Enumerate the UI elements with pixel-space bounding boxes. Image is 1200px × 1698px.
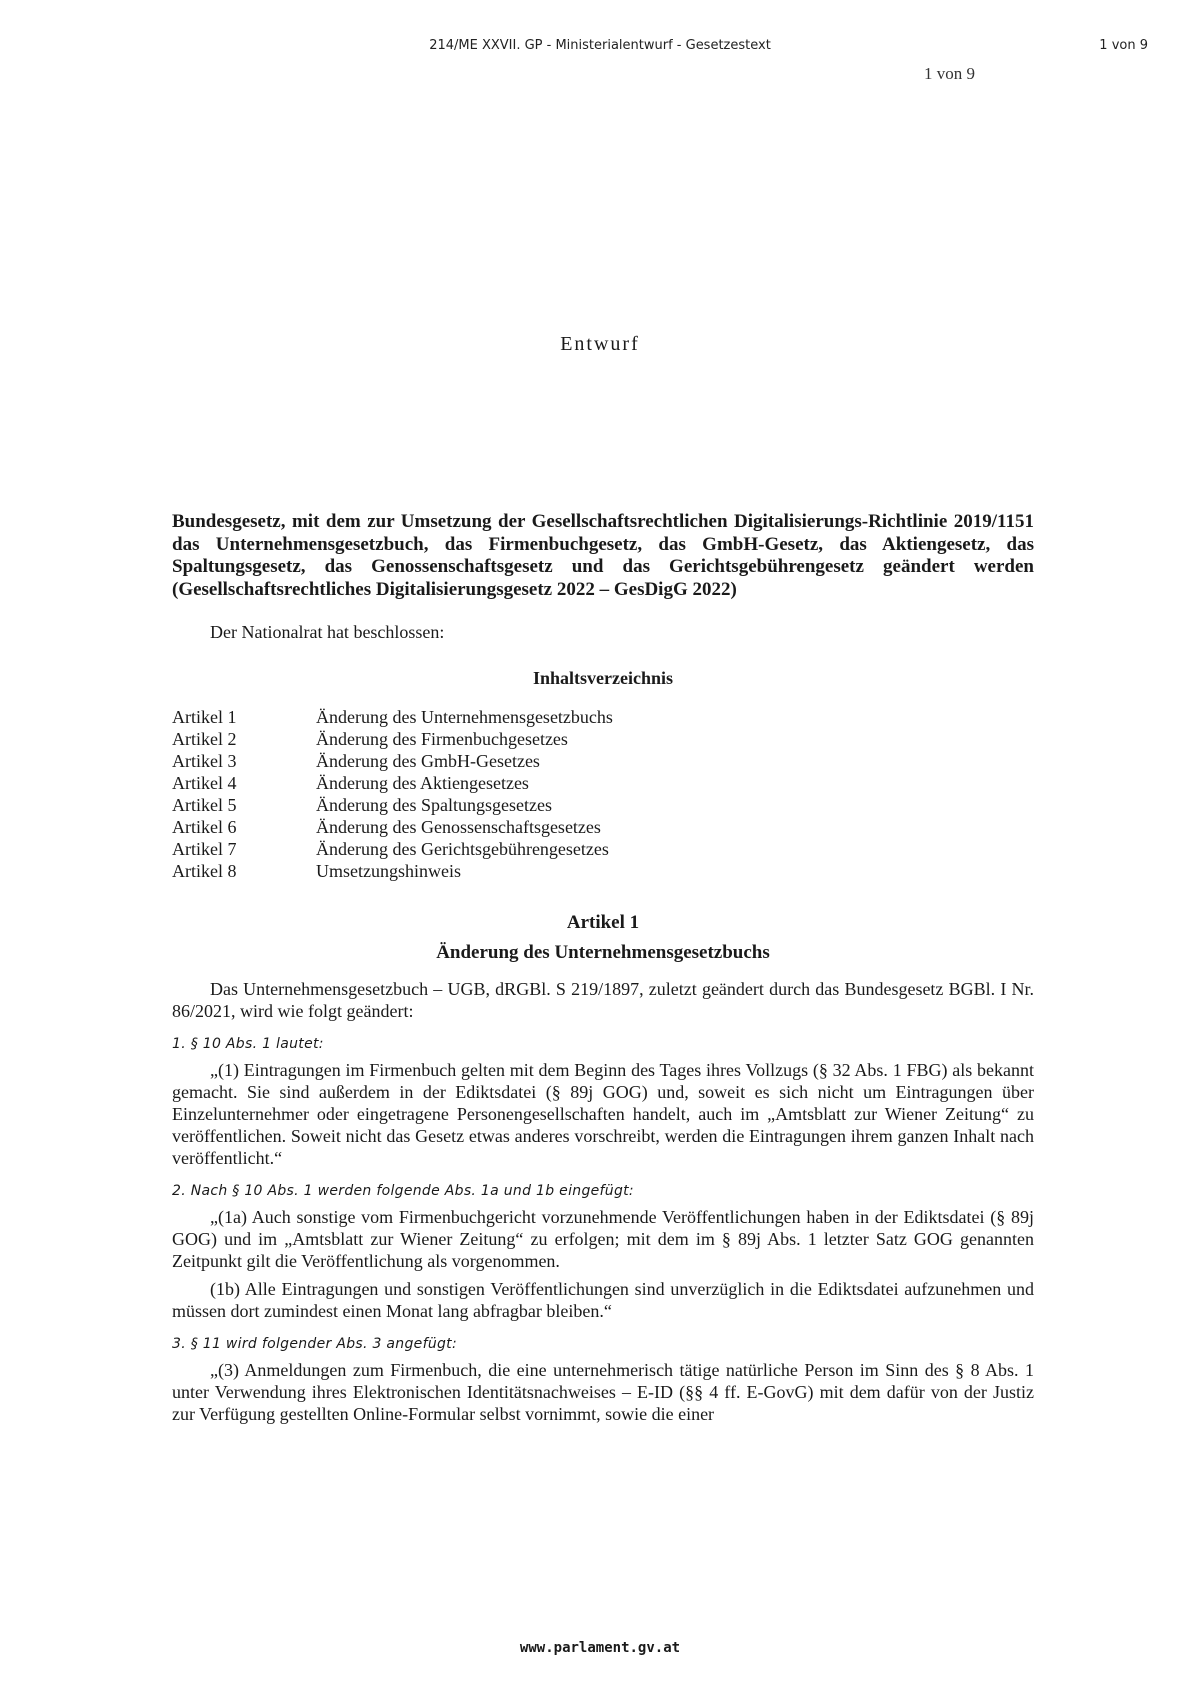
draft-label: Entwurf [560, 333, 640, 355]
amendment-instruction: 3. § 11 wird folgender Abs. 3 angefügt: [172, 1336, 457, 1352]
toc-item [172, 728, 1034, 750]
amendment-instruction: 2. Nach § 10 Abs. 1 werden folgende Abs. 1a und 1b eingefügt: [172, 1183, 634, 1199]
toc-article-title: Änderung des Gerichtsgebührengesetzes [316, 839, 609, 859]
toc-article-number: Artikel 7 [172, 839, 237, 859]
table-of-contents [172, 706, 1034, 882]
article-number: Artikel 1 [566, 912, 640, 933]
page-header [0, 38, 1200, 58]
toc-item [172, 772, 1034, 794]
toc-heading: Inhaltsverzeichnis [532, 668, 673, 688]
toc-article-title: Änderung des Spaltungsgesetzes [316, 795, 552, 815]
toc-article-number: Artikel 5 [172, 795, 237, 815]
toc-article-title: Änderung des Genossenschaftsgesetzes [316, 817, 601, 837]
toc-article-title: Änderung des Unternehmensgesetzbuchs [316, 707, 613, 727]
toc-item [172, 750, 1034, 772]
article-intro: Das Unternehmensgesetzbuch – UGB, dRGBl. S 219/1897, zuletzt geändert durch das Bundesgesetz BGBl. I Nr. 86/2021, wird wie folgt geändert: [172, 979, 1034, 1021]
amendment-text: „(3) Anmeldungen zum Firmenbuch, die eine unternehmerisch tätige natürliche Person im Sinn des § 8 Abs. 1 unter Verwendung ihres Elektronischen Identitätsnachweises – E-ID (§§ 4 ff. E-GovG) mit dem dafür von der Justiz zur Verfügung gestellten Online-Formular selbst vornimmt, sowie die einer [172, 1360, 1034, 1424]
toc-article-number: Artikel 2 [172, 729, 237, 749]
amendment-text: „(1) Eintragungen im Firmenbuch gelten mit dem Beginn des Tages ihres Vollzugs (§ 32 Abs. 1 FBG) als bekannt gemacht. Sie sind außerdem in der Ediktsdatei (§ 89j GOG) und, soweit es sich nicht um Eintragungen über Einzelunternehmer oder eingetragene Personengesellschaften handelt, auch im „Amtsblatt zur Wiener Zeitung“ zu veröffentlichen. Soweit nicht das Gesetz etwas anderes vorschreibt, werden die Eintragungen ihrem ganzen Inhalt nach veröffentlicht.“ [172, 1060, 1034, 1168]
amendment-instruction: 1. § 10 Abs. 1 lautet: [172, 1036, 324, 1052]
toc-article-title: Änderung des Aktiengesetzes [316, 773, 529, 793]
toc-item [172, 794, 1034, 816]
toc-article-number: Artikel 8 [172, 861, 237, 881]
header-page-count: 1 von 9 [1099, 38, 1148, 53]
article-title: Änderung des Unternehmensgesetzbuchs [436, 942, 770, 963]
article-heading [172, 908, 1034, 968]
document-body [172, 511, 1034, 1425]
toc-article-title: Änderung des Firmenbuchgesetzes [316, 729, 568, 749]
toc-item [172, 838, 1034, 860]
footer-url: www.parlament.gv.at [519, 1640, 681, 1656]
law-title: Bundesgesetz, mit dem zur Umsetzung der Gesellschaftsrechtlichen Digitalisierungs-Richtlinie 2019/1151 das Unternehmensgesetzbuch, das Firmenbuchgesetz, das GmbH-Gesetz, das Aktiengesetz, das Spaltungsgesetz, das Genossenschaftsgesetz und das Gerichtsgebührengesetz geändert werden (Gesellschaftsrechtliches Digitalisierungsgesetz 2022 – GesDigG 2022) [172, 511, 1034, 600]
document-reference: 214/ME XXVII. GP - Ministerialentwurf - Gesetzestext [429, 38, 771, 53]
toc-article-number: Artikel 4 [172, 773, 237, 793]
toc-item [172, 816, 1034, 838]
toc-item [172, 860, 1034, 882]
amendment-text: „(1a) Auch sonstige vom Firmenbuchgericht vorzunehmende Veröffentlichungen haben in der Ediktsdatei (§ 89j GOG) und im „Amtsblatt zur Wiener Zeitung“ zu erfolgen; mit dem im § 89j Abs. 1 letzter Satz GOG genannten Zeitpunkt gilt die Veröffentlichung als vorgenommen. [172, 1207, 1034, 1271]
amendment-text: (1b) Alle Eintragungen und sonstigen Veröffentlichungen sind unverzüglich in die Ediktsdatei aufzunehmen und müssen dort zumindest einen Monat lang abfragbar bleiben.“ [172, 1279, 1034, 1321]
toc-article-title: Änderung des GmbH-Gesetzes [316, 751, 540, 771]
enactment-clause: Der Nationalrat hat beschlossen: [210, 622, 445, 642]
page-number: 1 von 9 [924, 64, 975, 83]
toc-article-number: Artikel 3 [172, 751, 237, 771]
toc-article-number: Artikel 6 [172, 817, 237, 837]
toc-item [172, 706, 1034, 728]
toc-article-number: Artikel 1 [172, 707, 237, 727]
toc-article-title: Umsetzungshinweis [316, 861, 461, 881]
